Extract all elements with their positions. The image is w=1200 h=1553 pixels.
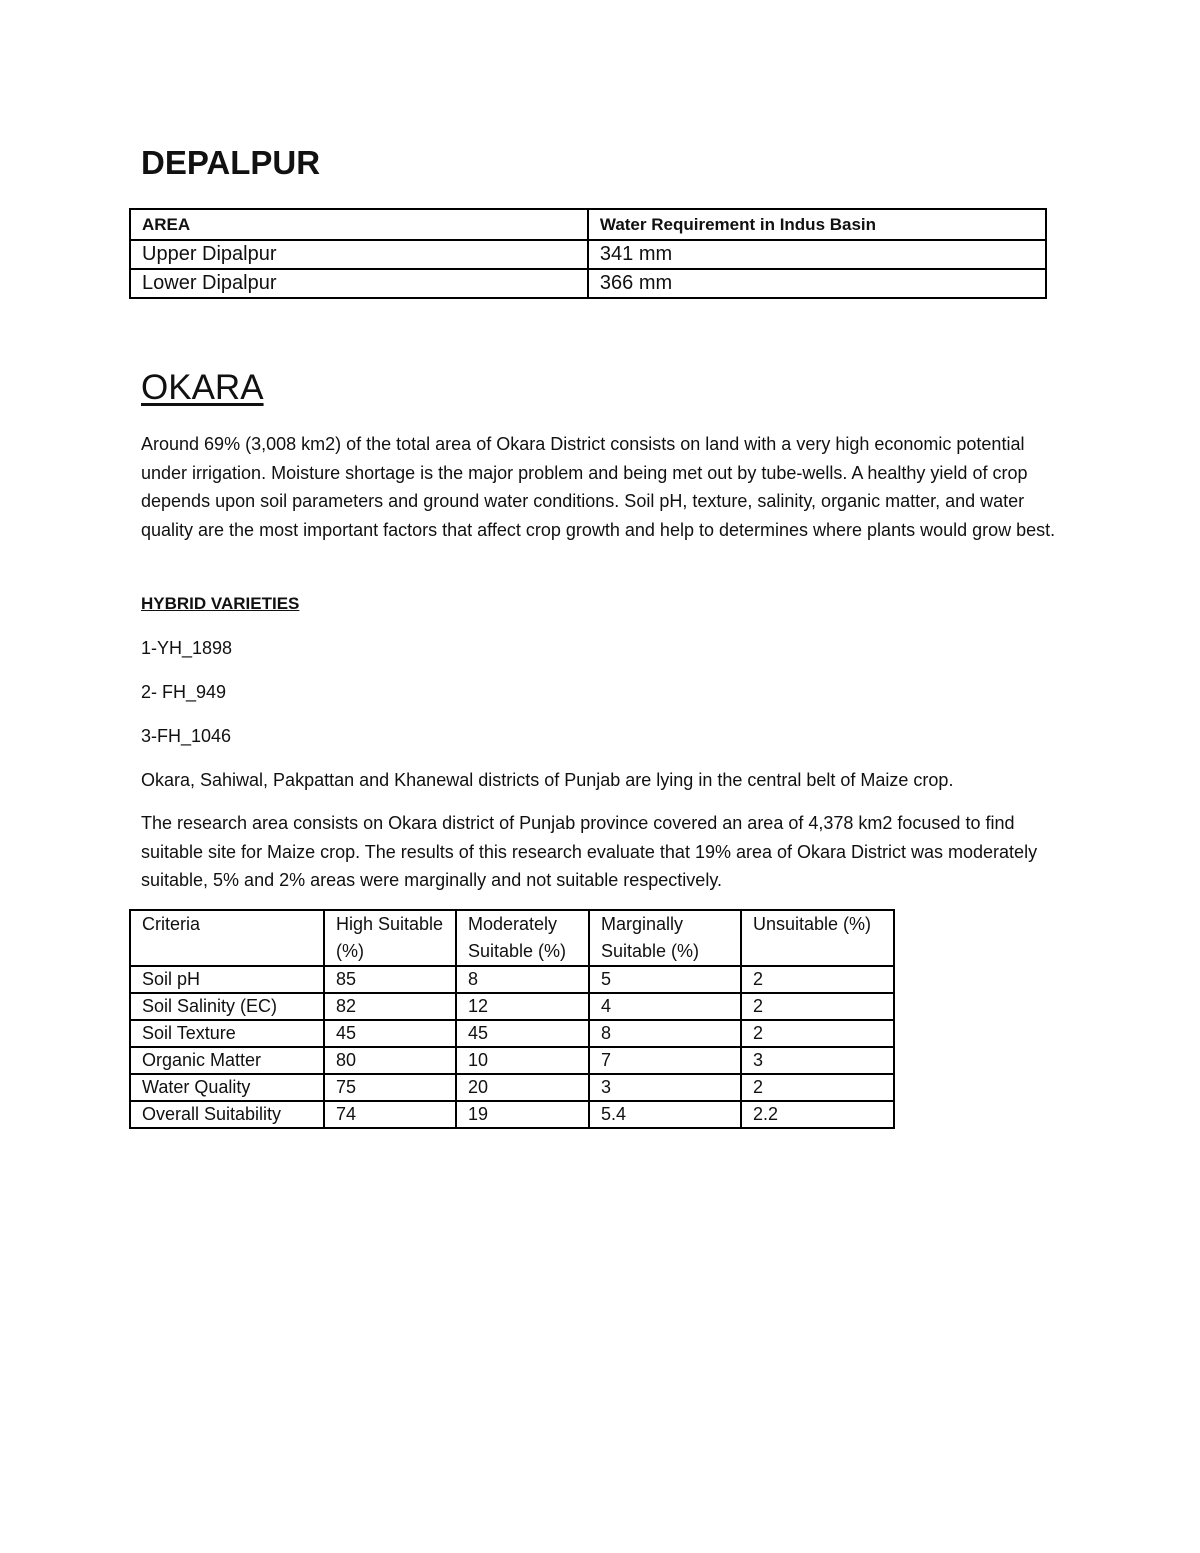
table-header-row — [130, 910, 894, 966]
cell-criteria: Soil Salinity (EC) — [130, 993, 324, 1020]
okara-intro-paragraph: Around 69% (3,008 km2) of the total area of Okara District consists on land with a very high economic potential under irrigation. Moisture shortage is the major problem and being met out by tube-wells. A healthy yield of crop depends upon soil parameters and ground water conditions. Soil pH, texture, salinity, organic matter, and water quality are the most important factors that affect crop growth and help to determines where plants would grow best. — [141, 434, 1056, 541]
cell-high: 74 — [324, 1101, 456, 1128]
cell-high: 85 — [324, 966, 456, 993]
depalpur-water-table — [129, 208, 1047, 299]
table-row — [130, 1074, 894, 1101]
variety-item: 2- FH_949 — [141, 682, 227, 702]
cell-marginal: 8 — [589, 1020, 741, 1047]
okara-heading: OKARA — [141, 368, 264, 407]
cell-high: 80 — [324, 1047, 456, 1074]
header-water-requirement: Water Requirement in Indus Basin — [588, 209, 1046, 240]
cell-moderate: 8 — [456, 966, 589, 993]
cell-unsuitable: 2 — [741, 1020, 894, 1047]
depalpur-heading: DEPALPUR — [141, 144, 321, 181]
cell-water: 366 mm — [588, 269, 1046, 298]
cell-criteria: Soil Texture — [130, 1020, 324, 1047]
header-moderately-suitable: Moderately Suitable (%) — [456, 910, 589, 966]
table-row — [130, 1101, 894, 1128]
table-row — [130, 269, 1046, 298]
cell-marginal: 5.4 — [589, 1101, 741, 1128]
header-marginally-suitable: Marginally Suitable (%) — [589, 910, 741, 966]
table-row — [130, 1047, 894, 1074]
header-area: AREA — [130, 209, 588, 240]
cell-unsuitable: 2.2 — [741, 1101, 894, 1128]
cell-criteria: Water Quality — [130, 1074, 324, 1101]
table-header-row — [130, 209, 1046, 240]
cell-unsuitable: 2 — [741, 993, 894, 1020]
suitability-table — [129, 909, 895, 1129]
cell-water: 341 mm — [588, 240, 1046, 269]
cell-moderate: 45 — [456, 1020, 589, 1047]
cell-criteria: Soil pH — [130, 966, 324, 993]
research-area-paragraph: The research area consists on Okara district of Punjab province covered an area of 4,378 km2 focused to find suitable site for Maize crop. The results of this research evaluate that 19% area of Okara District was moderately suitable, 5% and 2% areas were marginally and not suitable respectively. — [141, 813, 1038, 891]
cell-unsuitable: 3 — [741, 1047, 894, 1074]
header-criteria: Criteria — [130, 910, 324, 966]
cell-area: Upper Dipalpur — [130, 240, 588, 269]
variety-item: 3-FH_1046 — [141, 726, 232, 746]
cell-marginal: 7 — [589, 1047, 741, 1074]
cell-high: 45 — [324, 1020, 456, 1047]
hybrid-varieties-heading: HYBRID VARIETIES — [141, 594, 300, 613]
cell-marginal: 5 — [589, 966, 741, 993]
cell-criteria: Overall Suitability — [130, 1101, 324, 1128]
table-row — [130, 1020, 894, 1047]
table-row — [130, 993, 894, 1020]
cell-moderate: 19 — [456, 1101, 589, 1128]
cell-moderate: 20 — [456, 1074, 589, 1101]
cell-moderate: 10 — [456, 1047, 589, 1074]
cell-high: 82 — [324, 993, 456, 1020]
table-row — [130, 240, 1046, 269]
cell-moderate: 12 — [456, 993, 589, 1020]
cell-criteria: Organic Matter — [130, 1047, 324, 1074]
header-high-suitable: High Suitable (%) — [324, 910, 456, 966]
cell-unsuitable: 2 — [741, 966, 894, 993]
cell-high: 75 — [324, 1074, 456, 1101]
table-row — [130, 966, 894, 993]
cell-unsuitable: 2 — [741, 1074, 894, 1101]
central-belt-paragraph: Okara, Sahiwal, Pakpattan and Khanewal districts of Punjab are lying in the central belt of Maize crop. — [141, 770, 954, 790]
variety-item: 1-YH_1898 — [141, 638, 233, 658]
cell-marginal: 4 — [589, 993, 741, 1020]
cell-area: Lower Dipalpur — [130, 269, 588, 298]
cell-marginal: 3 — [589, 1074, 741, 1101]
header-unsuitable: Unsuitable (%) — [741, 910, 894, 966]
